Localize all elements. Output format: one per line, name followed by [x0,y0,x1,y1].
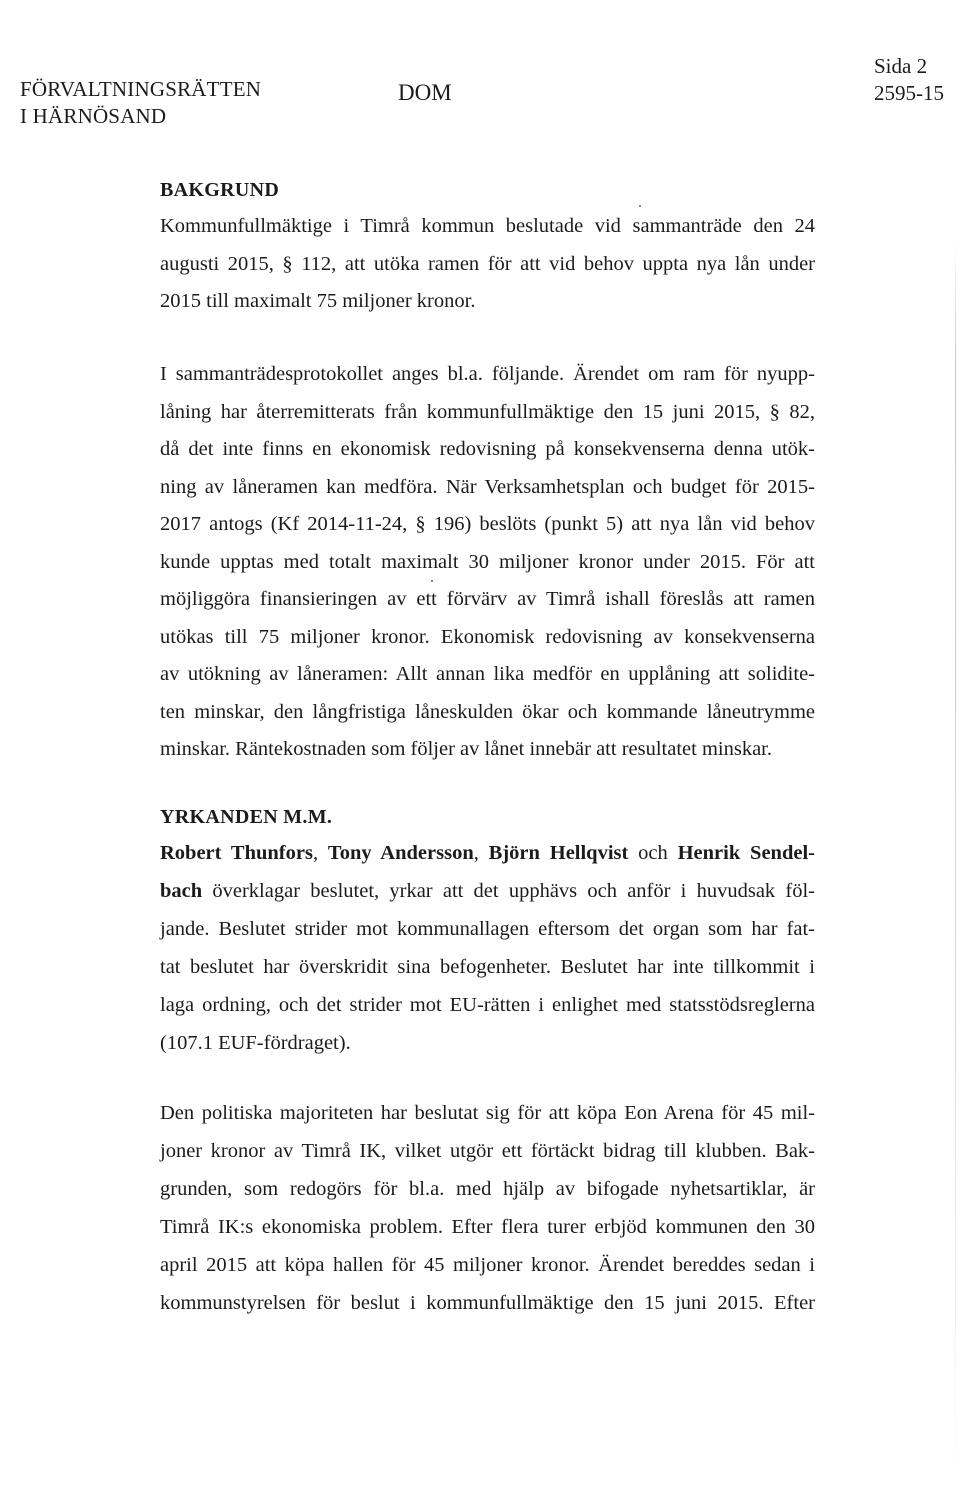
text-line: då det inte finns en ekonomisk redovisning på konsekvenserna denna utök- [160,438,815,460]
section-heading-yrkanden: YRKANDEN M.M. [160,806,333,828]
text-line: 2017 antogs (Kf 2014-11-24, § 196) beslöts (punkt 5) att nya lån vid behov [160,513,815,535]
text-line: joner kronor av Timrå IK, vilket utgör ett förtäckt bidrag till klubben. Bak- [160,1140,815,1162]
text-line: minskar. Räntekostnaden som följer av lånet innebär att resultatet minskar. [160,738,772,760]
party-name: Robert Thunfors [160,842,313,864]
text-line: Timrå IK:s ekonomiska problem. Efter flera turer erbjöd kommunen den 30 [160,1216,815,1238]
scan-speck [639,205,641,207]
text-line: Den politiska majoriteten har beslutat sig för att köpa Eon Arena för 45 mil- [160,1102,815,1124]
party-name-continued: bach [160,880,203,902]
paragraph-bakgrund-2 [160,356,815,769]
document-type: DOM [398,80,452,105]
text-run: överklagar beslutet, yrkar att det upphävs och anför i huvudsak föl- [202,880,815,902]
paragraph-yrkanden-2 [160,1094,815,1322]
page-info [874,53,944,107]
party-name: Tony Andersson [327,842,474,864]
scan-edge-line [955,240,956,1490]
text-line: tat beslutet har överskridit sina befogenheter. Beslutet har inte tillkommit i [160,956,815,978]
text-line: laga ordning, och det strider mot EU-rätten i enlighet med statsstödsreglerna [160,994,815,1016]
separator: , [312,842,328,864]
text-line: (107.1 EUF-fördraget). [160,1032,351,1054]
party-name: Henrik Sendel- [677,842,815,864]
text-line: av utökning av låneramen: Allt annan lika medför en upplåning att solidite- [160,663,815,685]
text-line: augusti 2015, § 112, att utöka ramen för att vid behov uppta nya lån under [160,252,815,275]
text-line: 2015 till maximalt 75 miljoner kronor. [160,290,476,312]
case-number: 2595-15 [874,81,944,105]
text-line [160,872,815,910]
paragraph-yrkanden-1 [160,834,815,1062]
text-line: ten minskar, den långfristiga låneskulden ökar och kommande låneutrymme [160,700,815,723]
text-line: kommunstyrelsen för beslut i kommunfullmäktige den 15 juni 2015. Efter [160,1292,815,1314]
text-line: april 2015 att köpa hallen för 45 miljoner kronor. Ärendet bereddes sedan i [160,1254,815,1276]
court-name [20,76,261,130]
text-line: jande. Beslutet strider mot kommunallagen eftersom det organ som har fat- [160,918,815,940]
court-name-line2: I HÄRNÖSAND [20,104,167,128]
separator: och [628,842,678,864]
page-number: Sida 2 [874,54,928,78]
text-line: möjliggöra finansieringen av ett förvärv av Timrå ishall föreslås att ramen [160,588,815,610]
court-name-line1: FÖRVALTNINGSRÄTTEN [20,77,262,101]
text-line: kunde upptas med totalt maximalt 30 miljoner kronor under 2015. För att [160,550,815,573]
text-line: utökas till 75 miljoner kronor. Ekonomisk redovisning av konsekvenserna [160,625,815,648]
separator: , [473,842,489,864]
section-heading-bakgrund: BAKGRUND [160,179,280,201]
text-line-parties [160,834,815,872]
text-line: I sammanträdesprotokollet anges bl.a. följande. Ärendet om ram för nyupp- [160,363,815,385]
text-line: grunden, som redogörs för bl.a. med hjälp av bifogade nyhetsartiklar, är [160,1178,815,1200]
party-name: Björn Hellqvist [488,842,629,864]
text-line: ning av låneramen kan medföra. När Verksamhetsplan och budget för 2015- [160,475,815,498]
text-line: Kommunfullmäktige i Timrå kommun beslutade vid sammanträde den 24 [160,215,815,237]
text-line: låning har återremitterats från kommunfullmäktige den 15 juni 2015, § 82, [160,400,815,423]
scan-speck [431,580,433,582]
paragraph-bakgrund-1 [160,208,815,321]
